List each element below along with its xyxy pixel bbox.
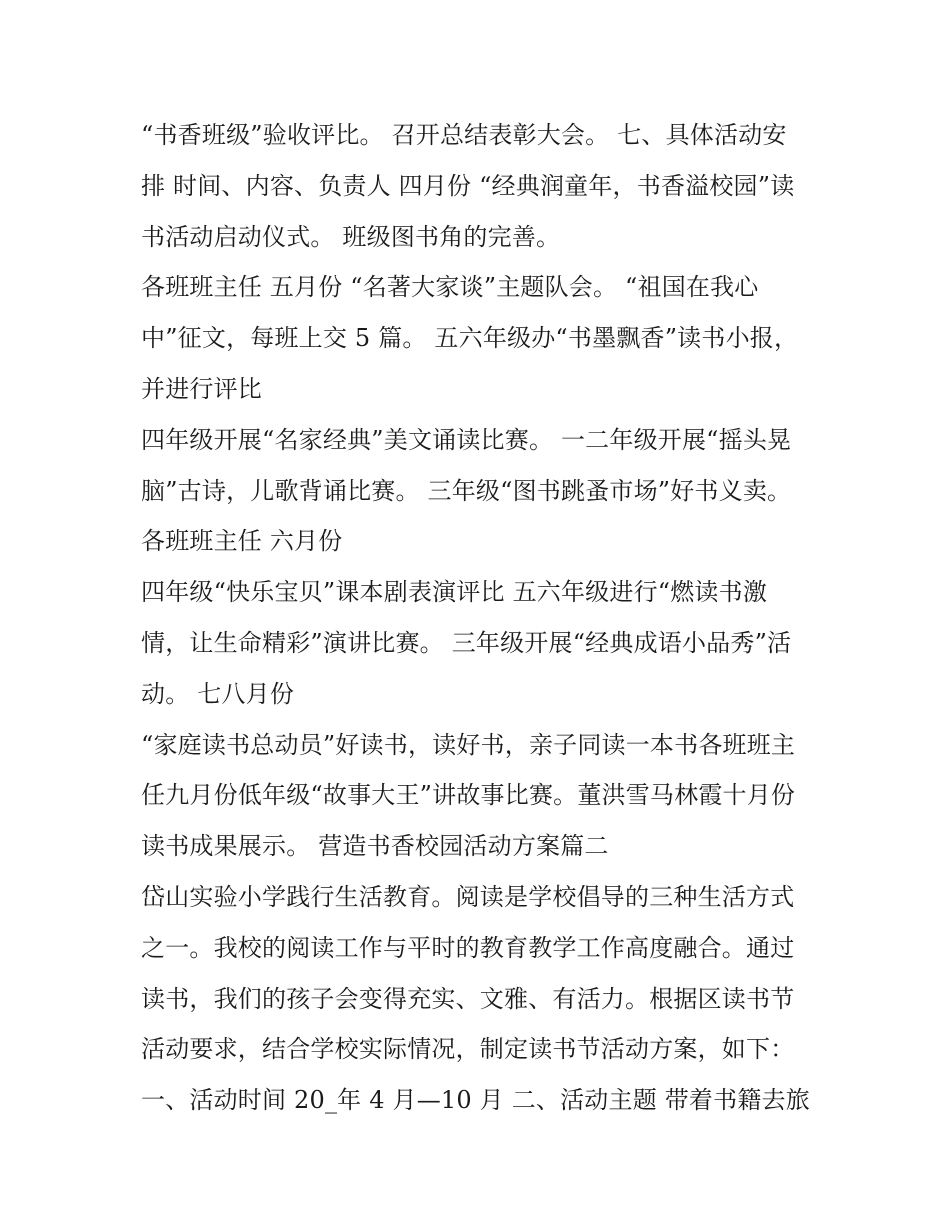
text-line: 情，让生命精彩”演讲比赛。 三年级开展“经典成语小品秀”活: [141, 628, 792, 657]
text-line: 各班班主任 六月份: [141, 527, 343, 556]
text-line: 排 时间、内容、负责人 四月份 “经典润童年，书香溢校园”读: [141, 171, 795, 200]
text-line: 四年级“快乐宝贝”课本剧表演评比 五六年级进行“燃读书激: [141, 578, 768, 607]
text-line: 脑”古诗，儿歌背诵比赛。 三年级“图书跳蚤市场”好书义卖。: [141, 476, 792, 505]
text-line: 书活动启动仪式。 班级图书角的完善。: [141, 222, 561, 251]
text-line: 活动要求，结合学校实际情况，制定读书节活动方案，如下：: [141, 1035, 795, 1064]
text-line: 动。 七八月份: [141, 679, 295, 708]
text-line: 各班班主任 五月份 “名著大家谈”主题队会。 “祖国在我心: [141, 273, 759, 302]
text-line: 四年级开展“名家经典”美文诵读比赛。 一二年级开展“摇头晃: [141, 425, 792, 454]
text-line: 读书成果展示。 营造书香校园活动方案篇二: [141, 832, 609, 861]
text-line: 读书，我们的孩子会变得充实、文雅、有活力。根据区读书节: [141, 984, 795, 1013]
text-line: 岱山实验小学践行生活教育。阅读是学校倡导的三种生活方式: [141, 882, 795, 911]
text-line: 中”征文，每班上交 5 篇。 五六年级办“书墨飘香”读书小报，: [141, 324, 799, 353]
text-line: 一、活动时间 20_年 4 月—10 月 二、活动主题 带着书籍去旅: [141, 1086, 810, 1115]
text-line: 之一。我校的阅读工作与平时的教育教学工作高度融合。通过: [141, 933, 795, 962]
text-line: “书香班级”验收评比。 召开总结表彰大会。 七、具体活动安: [141, 121, 787, 149]
text-line: “家庭读书总动员”好读书，读好书，亲子同读一本书各班班主: [141, 730, 796, 759]
text-line: 任九月份低年级“故事大王”讲故事比赛。董洪雪马林霞十月份: [141, 781, 796, 810]
document-body: [141, 110, 821, 1126]
text-line: 并进行评比: [141, 374, 262, 403]
